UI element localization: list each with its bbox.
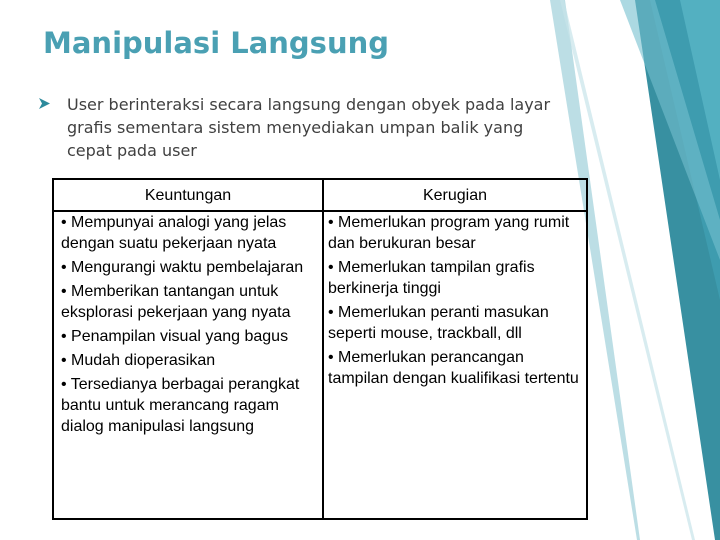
header-keuntungan: Keuntungan [144, 187, 232, 204]
slide-bullet-text: User berinteraksi secara langsung dengan obyek pada layar grafis sementara sistem menyediakan umpan balik yang cepat pada user [67, 95, 551, 160]
kerugian-item: • Memerlukan program yang rumit dan berukuran besar [328, 214, 570, 252]
slide-title: Manipulasi Langsung [43, 26, 389, 60]
keuntungan-item: • Penampilan visual yang bagus [61, 328, 289, 345]
keuntungan-item: • Mudah dioperasikan [61, 352, 216, 369]
keuntungan-item: • Mengurangi waktu pembelajaran [61, 259, 304, 276]
kerugian-column [328, 212, 586, 389]
keuntungan-column [61, 212, 323, 437]
keuntungan-item: • Mempunyai analogi yang jelas dengan suatu pekerjaan nyata [61, 214, 287, 252]
kerugian-item: • Memerlukan peranti masukan seperti mouse, trackball, dll [328, 304, 549, 342]
header-kerugian: Kerugian [422, 187, 488, 204]
kerugian-item: • Memerlukan perancangan tampilan dengan kualifikasi tertentu [328, 349, 579, 387]
comparison-table [52, 178, 588, 520]
keuntungan-item: • Tersedianya berbagai perangkat bantu untuk merancang ragam dialog manipulasi langsung [61, 376, 300, 435]
table-header-row [54, 180, 586, 212]
kerugian-item: • Memerlukan tampilan grafis berkinerja tinggi [328, 259, 535, 297]
keuntungan-item: • Memberikan tantangan untuk eksplorasi pekerjaan yang nyata [61, 283, 291, 321]
diamond-arrow-bullet-icon [39, 98, 50, 109]
